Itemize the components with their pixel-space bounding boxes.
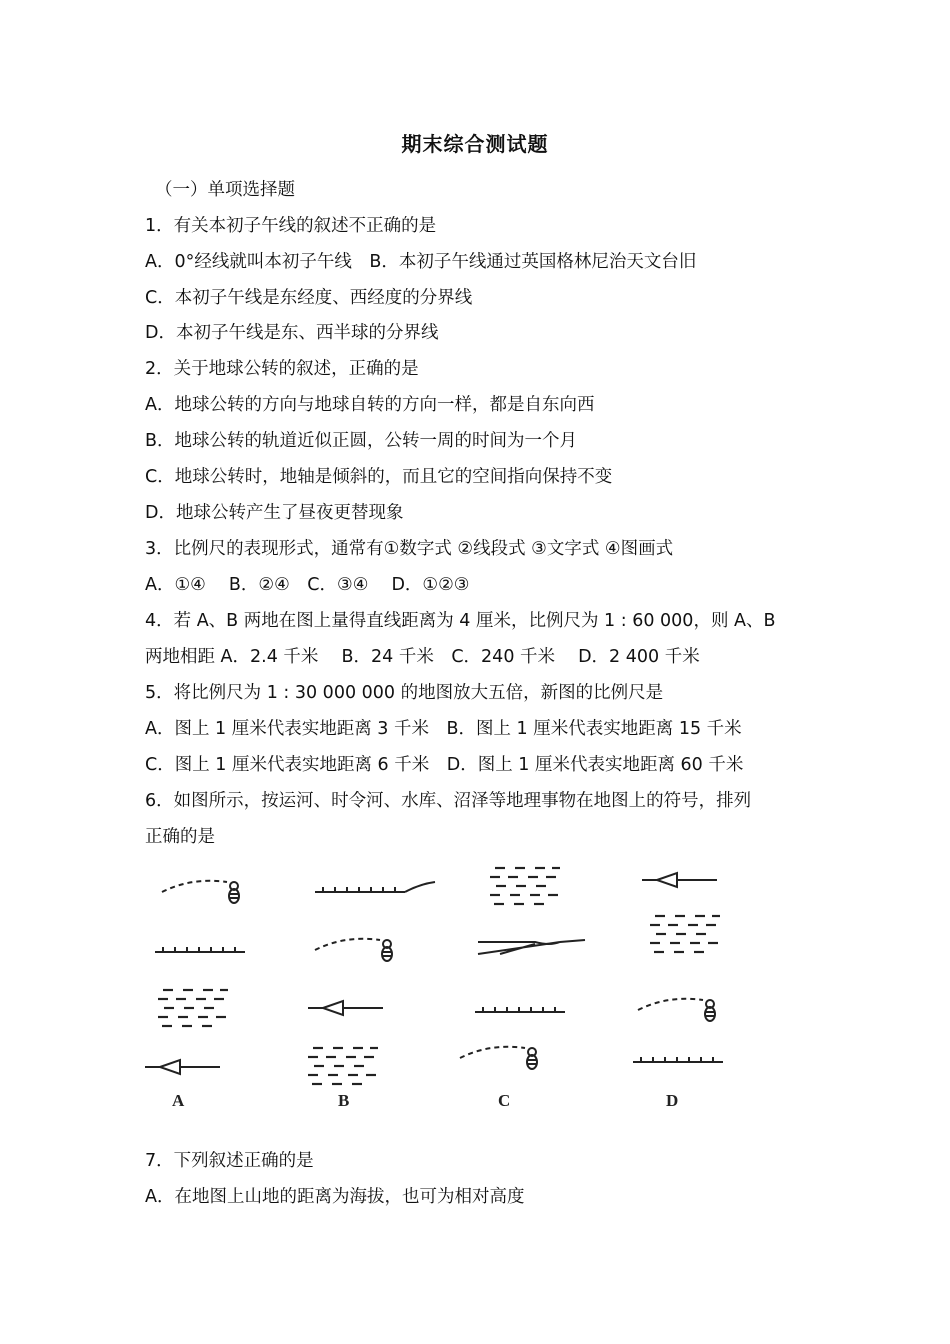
q2-option-c: C．地球公转时，地轴是倾斜的，而且它的空间指向保持不变 xyxy=(145,467,613,487)
figure-label-c: C xyxy=(498,1091,511,1110)
q5-option-ab: A．图上 1 厘米代表实地距离 3 千米 B．图上 1 厘米代表实地距离 15 千米 xyxy=(145,719,742,739)
question-3: 3．比例尺的表现形式，通常有①数字式 ②线段式 ③文字式 ④图画式 xyxy=(145,539,674,559)
question-7: 7．下列叙述正确的是 xyxy=(145,1151,314,1171)
question-4: 4．若 A、B 两地在图上量得直线距离为 4 厘米，比例尺为 1 : 60 000，则 A、B xyxy=(145,611,776,631)
q1-option-d: D．本初子午线是东、西半球的分界线 xyxy=(145,323,439,343)
q1-option-c: C．本初子午线是东经度、西经度的分界线 xyxy=(145,288,473,308)
question-1: 1．有关本初子午线的叙述不正确的是 xyxy=(145,216,437,236)
q5-option-cd: C．图上 1 厘米代表实地距离 6 千米 D．图上 1 厘米代表实地距离 60 千米 xyxy=(145,755,744,775)
q2-option-a: A．地球公转的方向与地球自转的方向一样，都是自东向西 xyxy=(145,395,595,415)
q2-option-b: B．地球公转的轨道近似正圆，公转一周的时间为一个月 xyxy=(145,431,578,451)
question-6: 6．如图所示，按运河、时令河、水库、沼泽等地理事物在地图上的符号，排列 xyxy=(145,791,752,811)
figure-label-a: A xyxy=(172,1091,185,1110)
figure-label-d: D xyxy=(666,1091,679,1110)
q1-option-ab: A．0°经线就叫本初子午线 B．本初子午线通过英国格林尼治天文台旧 xyxy=(145,252,697,272)
section-heading: （一）单项选择题 xyxy=(155,180,295,200)
map-symbols-figure xyxy=(140,862,740,1112)
q2-option-d: D．地球公转产生了昼夜更替现象 xyxy=(145,503,404,523)
q4-options: 两地相距 A．2.4 千米 B．24 千米 C．240 千米 D．2 400 千米 xyxy=(145,647,700,667)
figure-label-b: B xyxy=(338,1091,350,1110)
question-6-cont: 正确的是 xyxy=(145,827,215,847)
q7-option-a: A．在地图上山地的距离为海拔，也可为相对高度 xyxy=(145,1187,525,1207)
question-2: 2．关于地球公转的叙述，正确的是 xyxy=(145,359,419,379)
question-5: 5．将比例尺为 1 : 30 000 000 的地图放大五倍，新图的比例尺是 xyxy=(145,683,664,703)
page-title: 期末综合测试题 xyxy=(401,132,549,156)
q3-options: A．①④ B．②④ C．③④ D．①②③ xyxy=(145,575,470,595)
